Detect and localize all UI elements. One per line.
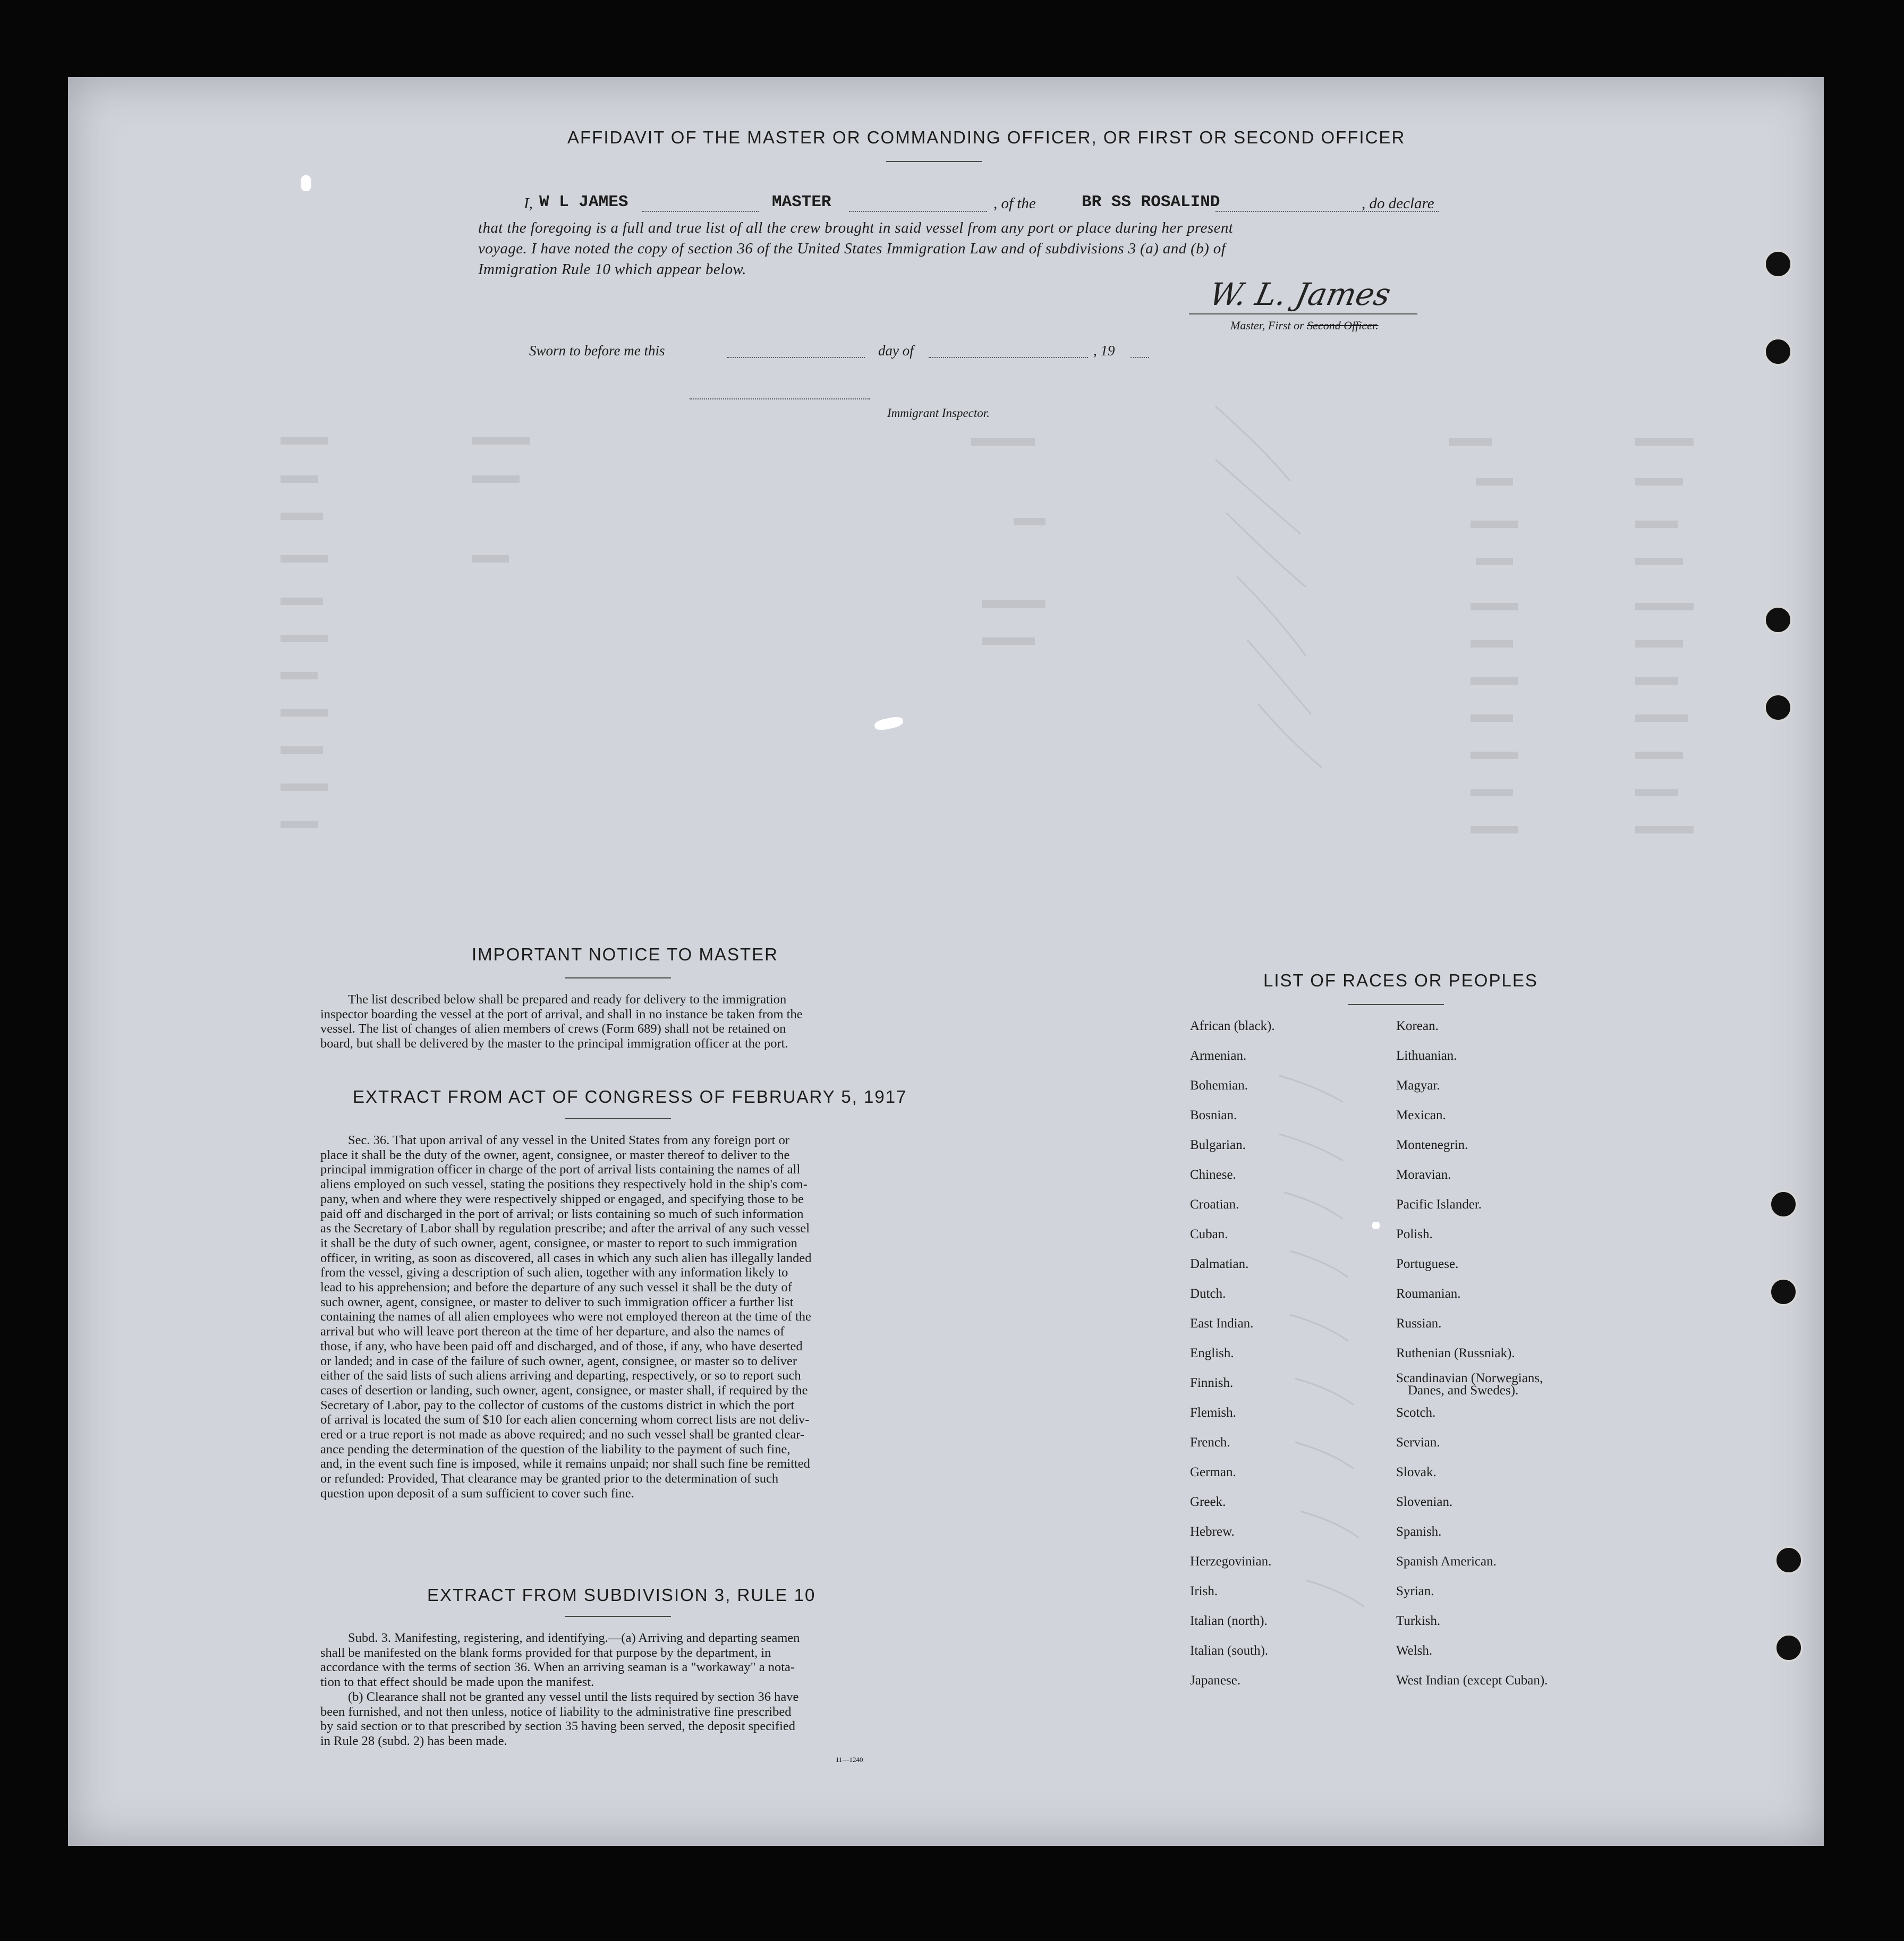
act-line: paid off and discharged in the port of arrival; or lists containing so much of such information — [320, 1206, 804, 1221]
race-item: Servian. — [1396, 1435, 1440, 1450]
affidavit-line-3: voyage. I have noted the copy of section 36 of the United States Immigration Law and of subdivisions 3 (a) and (b) of — [478, 240, 1226, 257]
act-line: and, in the event such fine is imposed, while it remains unpaid; nor shall such fine be remitted — [320, 1457, 810, 1471]
act-line: lead to his apprehension; and before the departure of any such vessel it shall be the duty of — [320, 1280, 792, 1295]
race-item: Spanish American. — [1396, 1554, 1497, 1569]
rule-line: by said section or to that prescribed by section 35 having been served, the deposit specified — [320, 1719, 795, 1734]
dotted-line — [1130, 357, 1149, 358]
affidavit-do-declare: , do declare — [1362, 195, 1434, 212]
race-item: Montenegrin. — [1396, 1138, 1468, 1152]
sworn-label: Sworn to before me this — [529, 343, 665, 359]
race-item: Japanese. — [1190, 1673, 1241, 1688]
race-item: Moravian. — [1396, 1168, 1451, 1182]
vessel-name: BR SS ROSALIND — [1082, 193, 1220, 211]
rule-paragraph — [320, 1631, 982, 1749]
binder-hole — [1769, 1190, 1798, 1219]
notice-title: IMPORTANT NOTICE TO MASTER — [472, 944, 779, 964]
rule-title: EXTRACT FROM SUBDIVISION 3, RULE 10 — [427, 1585, 816, 1605]
race-item: Magyar. — [1396, 1078, 1440, 1093]
act-line: arrival but who will leave port thereon at the time of her departure, and also the names of — [320, 1324, 785, 1339]
affidavit-line-2: that the foregoing is a full and true list of all the crew brought in said vessel from any port or place during her present — [478, 219, 1234, 236]
affidavit-line-4: Immigration Rule 10 which appear below. — [478, 261, 746, 278]
act-line: as the Secretary of Labor shall by regulation prescribe; and after the arrival of any such vessel — [320, 1221, 810, 1236]
inspector-signature-line — [690, 398, 870, 399]
race-item: Polish. — [1396, 1227, 1433, 1241]
race-item: West Indian (except Cuban). — [1396, 1673, 1548, 1688]
act-line: aliens employed on such vessel, stating the positions they respectively hold in the ship's com- — [320, 1177, 808, 1192]
races-title: LIST OF RACES OR PEOPLES — [1263, 970, 1538, 990]
paper-speck — [301, 175, 311, 191]
race-item: French. — [1190, 1435, 1230, 1450]
rule-line: been furnished, and not then unless, notice of liability to the administrative fine prescribed — [320, 1704, 792, 1719]
race-item: Bulgarian. — [1190, 1138, 1246, 1152]
rule-rule — [565, 1616, 671, 1617]
signature-line — [1189, 313, 1417, 314]
master-signature: W. L. James — [1206, 276, 1394, 312]
act-line: Sec. 36. That upon arrival of any vessel in the United States from any foreign port or — [348, 1133, 789, 1147]
affidavit-i: I, — [524, 195, 533, 212]
officer-rank: MASTER — [772, 193, 831, 211]
race-item: Greek. — [1190, 1495, 1226, 1509]
race-item: Armenian. — [1190, 1049, 1247, 1063]
race-item: Dalmatian. — [1190, 1257, 1249, 1271]
signature-caption-text: Master, First or — [1230, 319, 1304, 332]
affidavit-title: AFFIDAVIT OF THE MASTER OR COMMANDING OFFICER, OR FIRST OR SECOND OFFICER — [567, 127, 1406, 147]
race-item: Cuban. — [1190, 1227, 1228, 1241]
act-line: of arrival is located the sum of $10 for each alien concerning whom correct lists are not deliv- — [320, 1412, 810, 1427]
rule-line: (b) Clearance shall not be granted any vessel until the lists required by section 36 have — [348, 1689, 799, 1704]
dotted-line — [849, 211, 987, 212]
race-item: Italian (south). — [1190, 1644, 1269, 1658]
act-line: or landed; and in case of the failure of such owner, agent, consignee, or master so to deliver — [320, 1353, 797, 1368]
race-item: Bohemian. — [1190, 1078, 1248, 1093]
title-rule — [886, 161, 982, 162]
notice-line: vessel. The list of changes of alien members of crews (Form 689) shall not be retained on — [320, 1021, 786, 1036]
race-item: English. — [1190, 1346, 1234, 1360]
act-line: such owner, agent, consignee, or master to deliver to such immigration officer a further list — [320, 1295, 794, 1309]
affidavit-of-the: , of the — [993, 195, 1036, 212]
rule-line: tion to that effect should be made upon the manifest. — [320, 1675, 594, 1690]
master-name: W L JAMES — [539, 193, 628, 211]
race-item: East Indian. — [1190, 1316, 1254, 1331]
binder-hole — [1764, 693, 1792, 722]
notice-line: board, but shall be delivered by the master to the principal immigration officer at the port. — [320, 1036, 788, 1051]
race-item: Slovenian. — [1396, 1495, 1453, 1509]
year-label: , 19 — [1093, 343, 1115, 359]
notice-line: The list described below shall be prepared and ready for delivery to the immigration — [348, 992, 787, 1007]
paper-speck — [1372, 1222, 1380, 1229]
act-line: pany, when and where they were respectively shipped or engaged, and specifying those to be — [320, 1191, 804, 1206]
race-item: Scandinavian (Norwegians, — [1396, 1371, 1543, 1385]
race-item: Danes, and Swedes). — [1408, 1383, 1519, 1398]
dotted-line — [929, 357, 1088, 358]
document-page — [68, 77, 1824, 1846]
act-line: those, if any, who have been paid off and discharged, and of those, if any, who have deserted — [320, 1339, 803, 1353]
race-item: Dutch. — [1190, 1287, 1226, 1301]
inspector-caption: Immigrant Inspector. — [887, 406, 990, 420]
race-item: Slovak. — [1396, 1465, 1436, 1479]
notice-line: inspector boarding the vessel at the port of arrival, and shall in no instance be taken from the — [320, 1007, 803, 1021]
act-line: containing the names of all alien employees who were not employed thereon at the time of the — [320, 1309, 811, 1324]
race-item: German. — [1190, 1465, 1236, 1479]
binder-hole — [1764, 337, 1792, 366]
race-item: Roumanian. — [1396, 1287, 1461, 1301]
act-line: principal immigration officer in charge of the port of arrival lists containing the names of all — [320, 1162, 801, 1177]
act-line: it shall be the duty of such owner, agent, consignee, or master to report to such immigration — [320, 1236, 797, 1250]
rule-line: Subd. 3. Manifesting, registering, and identifying.—(a) Arriving and departing seamen — [348, 1631, 800, 1645]
bleed-through-texture — [68, 77, 1824, 1846]
race-item: Spanish. — [1396, 1525, 1442, 1539]
binder-hole — [1764, 606, 1792, 634]
race-item: Flemish. — [1190, 1406, 1236, 1420]
race-item: Scotch. — [1396, 1406, 1436, 1420]
race-item: Syrian. — [1396, 1584, 1434, 1598]
form-number: 11—1240 — [836, 1756, 863, 1764]
rule-line: in Rule 28 (subd. 2) has been made. — [320, 1733, 507, 1748]
dotted-line — [642, 211, 759, 212]
paper-speck — [874, 716, 904, 732]
act-line: or refunded: Provided, That clearance may be granted prior to the determination of such — [320, 1471, 779, 1486]
rule-line: shall be manifested on the blank forms provided for that purpose by the department, in — [320, 1645, 771, 1660]
race-item: Pacific Islander. — [1396, 1197, 1482, 1212]
race-item: Finnish. — [1190, 1376, 1234, 1390]
race-item: Chinese. — [1190, 1168, 1236, 1182]
act-paragraph — [320, 1133, 982, 1501]
signature-caption-struck: Second Officer. — [1307, 319, 1379, 332]
race-item: Croatian. — [1190, 1197, 1239, 1212]
dotted-line — [727, 357, 865, 358]
race-item: Russian. — [1396, 1316, 1442, 1331]
act-line: question upon deposit of a sum sufficient to cover such fine. — [320, 1486, 634, 1501]
act-rule — [565, 1118, 671, 1119]
act-line: from the vessel, giving a description of such alien, together with any information likely to — [320, 1265, 788, 1280]
rule-line: accordance with the terms of section 36. When an arriving seaman is a "workaway" a nota- — [320, 1660, 795, 1675]
act-line: ered or a true report is not made as above required; and no such vessel shall be granted clear- — [320, 1427, 805, 1442]
race-item: Korean. — [1396, 1019, 1439, 1033]
act-line: either of the said lists of such aliens arriving and departing, respectively, or so to report such — [320, 1368, 801, 1383]
race-item: Herzegovinian. — [1190, 1554, 1272, 1569]
race-item: Lithuanian. — [1396, 1049, 1457, 1063]
act-line: cases of desertion or landing, such owner, agent, consignee, or master shall, if required by the — [320, 1383, 808, 1398]
act-title: EXTRACT FROM ACT OF CONGRESS OF FEBRUARY 5, 1917 — [353, 1087, 907, 1106]
race-item: Bosnian. — [1190, 1108, 1237, 1122]
race-item: Hebrew. — [1190, 1525, 1235, 1539]
race-item: Welsh. — [1396, 1644, 1433, 1658]
binder-hole — [1764, 250, 1792, 278]
race-item: Italian (north). — [1190, 1614, 1268, 1628]
races-rule — [1348, 1004, 1444, 1005]
notice-paragraph — [320, 992, 982, 1051]
act-line: Secretary of Labor, pay to the collector of customs of the customs district in which the port — [320, 1398, 795, 1412]
binder-hole — [1774, 1546, 1803, 1574]
race-item: Turkish. — [1396, 1614, 1441, 1628]
race-item: Irish. — [1190, 1584, 1218, 1598]
act-line: ance pending the determination of the question of the liability to the payment of such fine, — [320, 1442, 790, 1457]
race-item: Portuguese. — [1396, 1257, 1459, 1271]
signature-caption — [1230, 319, 1379, 333]
race-item: African (black). — [1190, 1019, 1275, 1033]
act-line: place it shall be the duty of the owner, agent, consignee, or master thereof to deliver to the — [320, 1147, 790, 1162]
binder-hole — [1774, 1633, 1803, 1662]
race-item: Ruthenian (Russniak). — [1396, 1346, 1515, 1360]
notice-rule — [565, 977, 671, 978]
race-item: Mexican. — [1396, 1108, 1446, 1122]
act-line: officer, in writing, as soon as discovered, all cases in which any such alien has illegally landed — [320, 1250, 812, 1265]
binder-hole — [1769, 1278, 1798, 1306]
day-of-label: day of — [878, 343, 914, 359]
